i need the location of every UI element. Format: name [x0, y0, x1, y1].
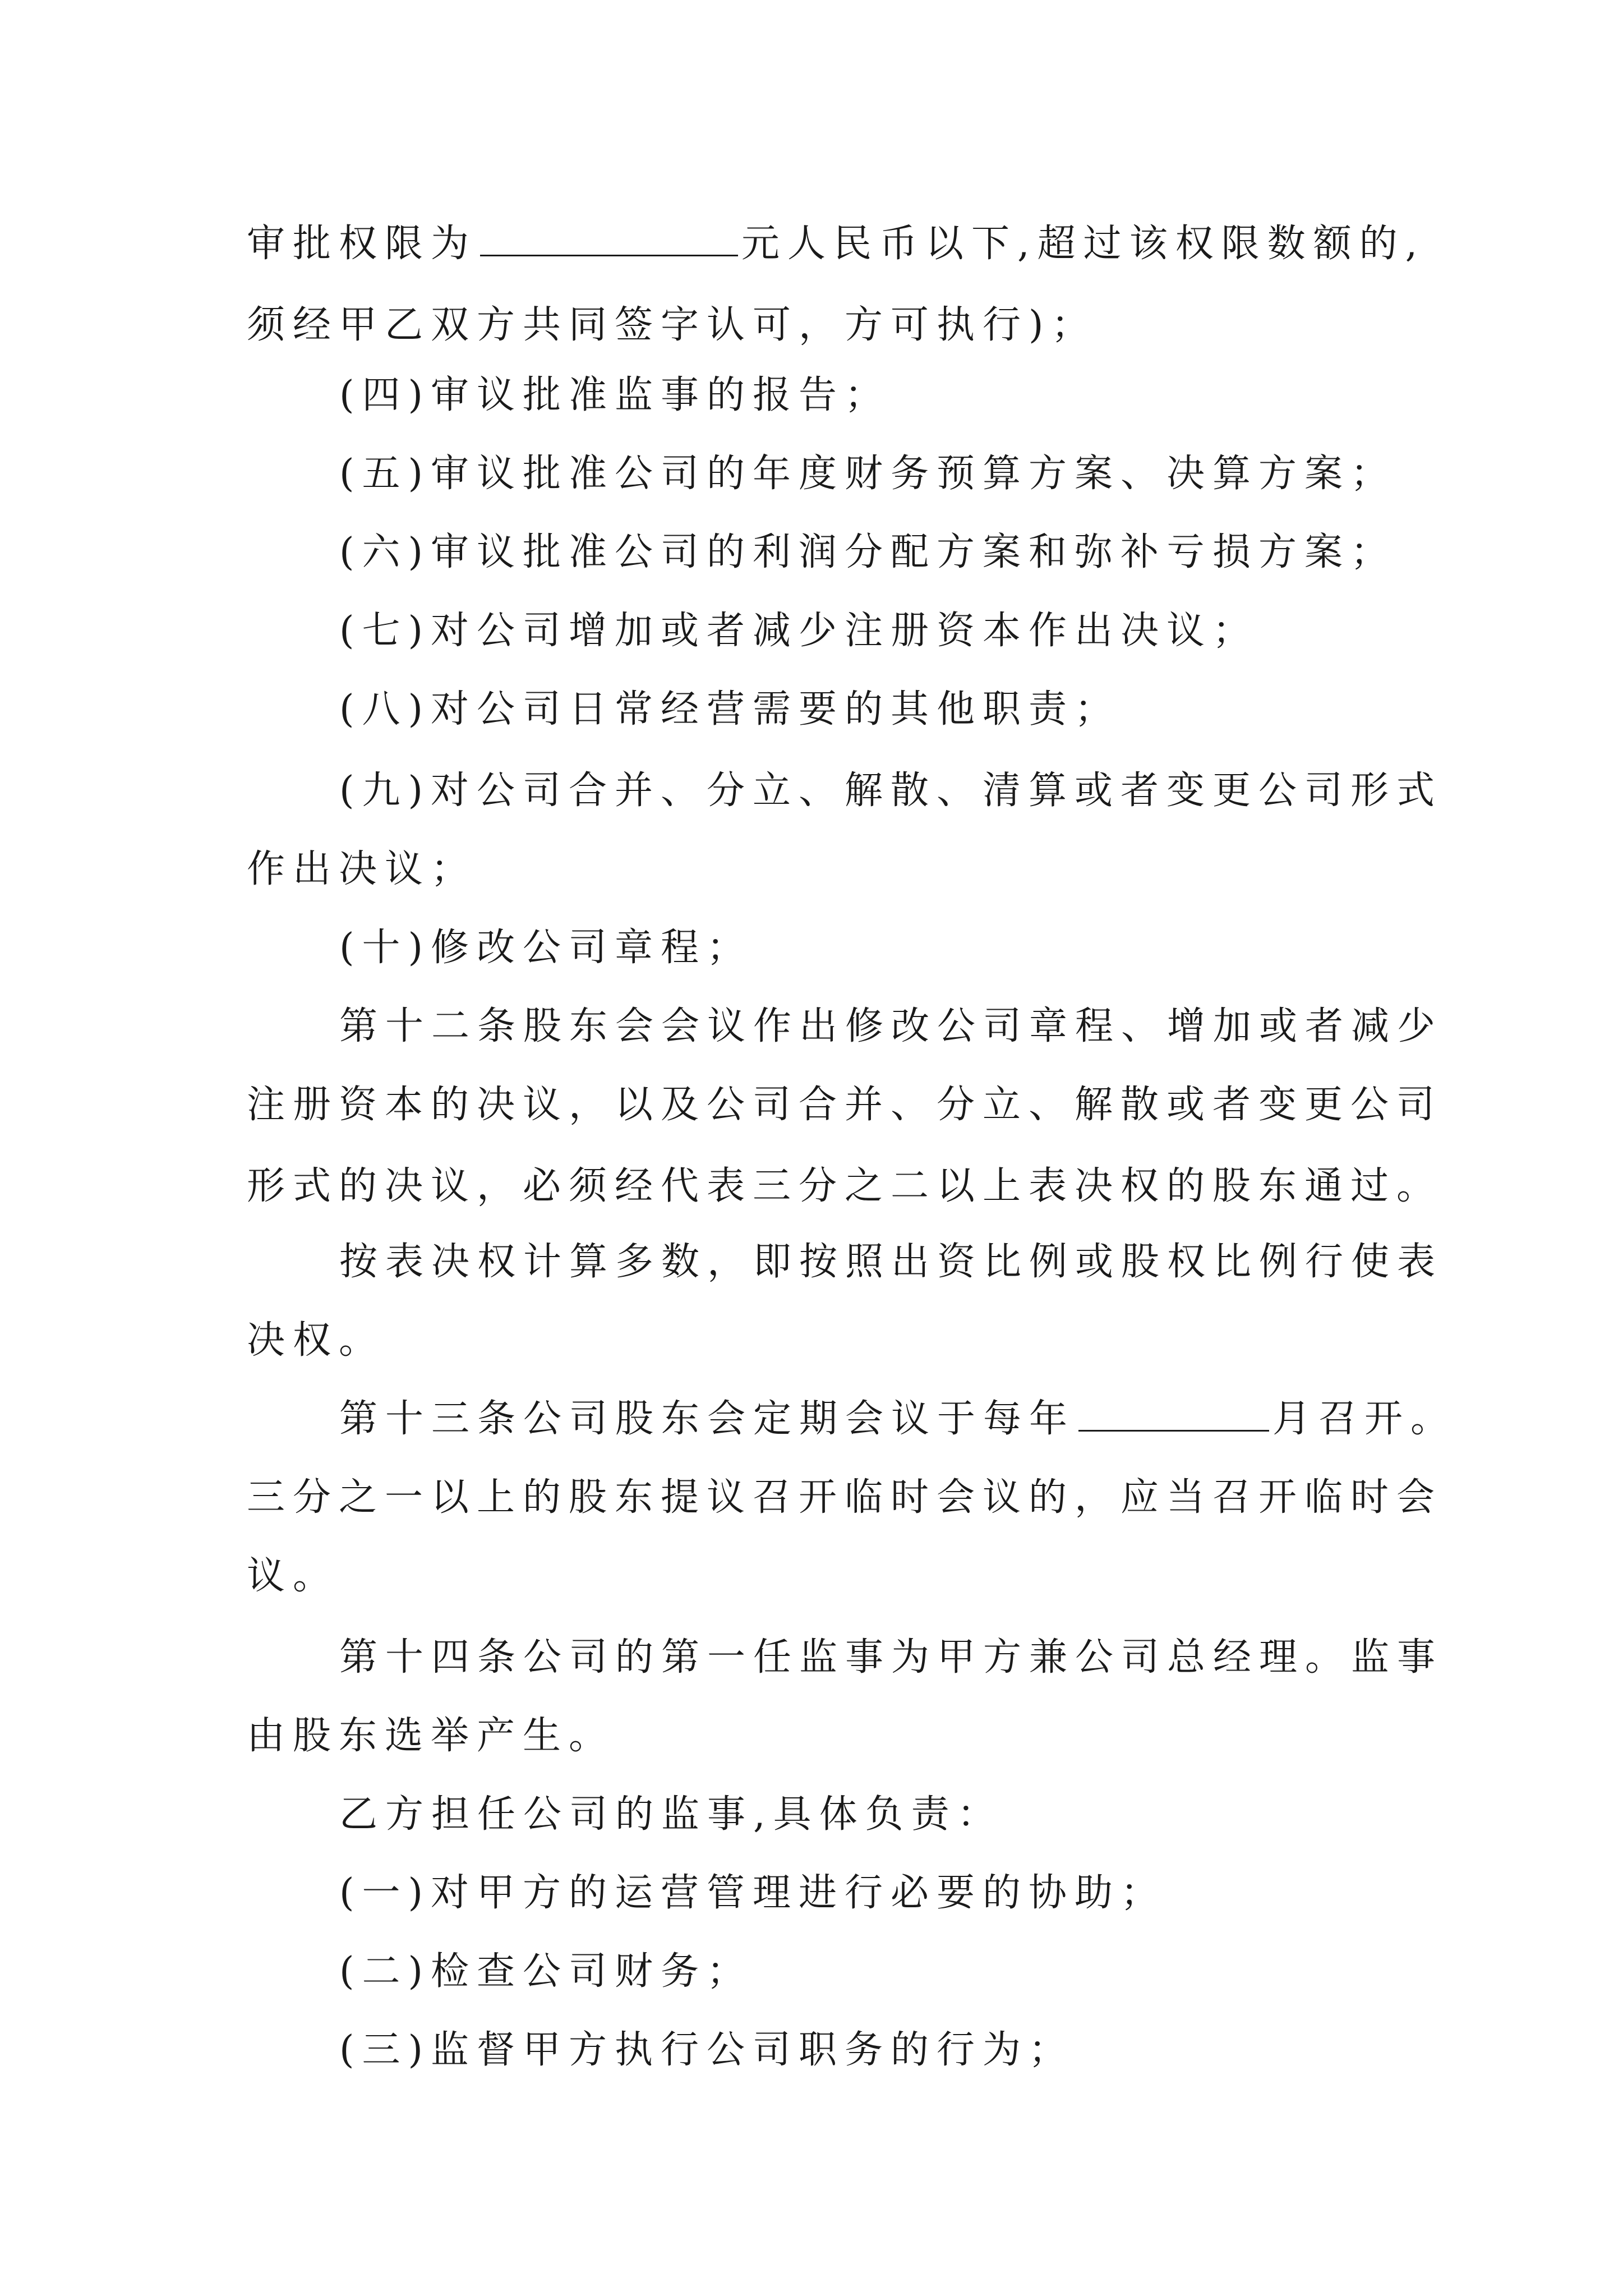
paragraph-line: [247, 213, 1426, 275]
text-fragment: 元人民币以下,超过该权限数额的,: [741, 222, 1426, 266]
paragraph-line: 三分之一以上的股东提议召开临时会议的，应当召开临时会: [247, 1475, 1443, 1520]
fill-in-blank: [1078, 1391, 1269, 1432]
text-fragment: 第十三条公司股东会定期会议于每年: [339, 1397, 1076, 1441]
text-fragment: 月召开。: [1272, 1397, 1457, 1441]
paragraph-line: 须经甲乙双方共同签字认可，方可执行)；: [247, 303, 1098, 347]
paragraph-line: 形式的决议，必须经代表三分之二以上表决权的股东通过。: [247, 1164, 1443, 1208]
paragraph-line: 由股东选举产生。: [247, 1714, 615, 1758]
list-item: (二)检查公司财务；: [339, 1949, 753, 1994]
paragraph-line: 作出决议；: [247, 847, 477, 891]
paragraph-line: 议。: [247, 1554, 339, 1598]
text-fragment: 审批权限为: [247, 222, 477, 266]
article-paragraph: [339, 1388, 1478, 1450]
article-paragraph: 第十四条公司的第一任监事为甲方兼公司总经理。监事: [339, 1635, 1444, 1680]
paragraph-line: 注册资本的决议，以及公司合并、分立、解散或者变更公司: [247, 1083, 1443, 1127]
list-item: (八)对公司日常经营需要的其他职责；: [339, 687, 1121, 731]
paragraph-line: 按表决权计算多数，即按照出资比例或股权比例行使表: [339, 1240, 1444, 1284]
list-item: (五)审议批准公司的年度财务预算方案、决算方案；: [339, 452, 1397, 496]
paragraph-line: 决权。: [247, 1318, 385, 1363]
list-item: (九)对公司合并、分立、解散、清算或者变更公司形式: [339, 769, 1443, 813]
list-item: (四)审议批准监事的报告；: [339, 373, 891, 417]
list-item: (一)对甲方的运营管理进行必要的协助；: [339, 1871, 1167, 1915]
list-item: (六)审议批准公司的利润分配方案和弥补亏损方案；: [339, 530, 1397, 574]
paragraph-line: 乙方担任公司的监事,具体负责：: [339, 1792, 1003, 1837]
article-paragraph: 第十二条股东会会议作出修改公司章程、增加或者减少: [339, 1004, 1444, 1048]
list-item: (十)修改公司章程；: [339, 926, 753, 970]
list-item: (七)对公司增加或者减少注册资本作出决议；: [339, 609, 1259, 653]
fill-in-blank: [480, 215, 738, 256]
list-item: (三)监督甲方执行公司职务的行为；: [339, 2028, 1075, 2072]
